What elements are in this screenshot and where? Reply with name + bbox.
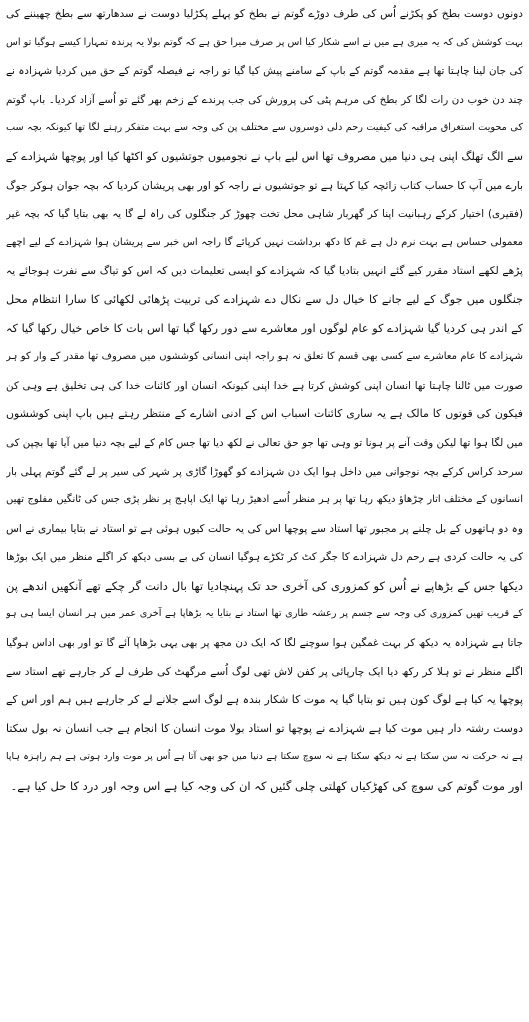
text-line-22: کے قریب تھیں کمزوری کی وجہ سے جسم پر رعشہ طاری تھا استاد نے بتایا یہ بڑھاپا ہے آخری عمر میں ہر انسان ایسا ہی ہو — [6, 608, 523, 620]
text-line-14: صورت میں ٹالنا چاہتا تھا انسان اپنی کوشش کرتا ہے خدا اپنی کیونکہ انسان اور کائنات خدا کی ہی تخلیق ہے وہی کن — [6, 379, 523, 392]
text-line-23: جاتا ہے شہزادہ یہ دیکھ کر بہت غمگین ہوا سوچنے لگا کہ ایک دن مجھ پر بھی یہی بڑھاپا آئے گا تو اور بھی اداس ہوگیا — [6, 637, 523, 650]
text-line-21: دیکھا جس کے بڑھاپے نے اُس کو کمزوری کی آخری حد تک پہنچادیا تھا بال دانت گر چکے تھے آنکھیں اندھے پن — [6, 578, 523, 593]
text-line-15: فیکون کی قوتوں کا مالک ہے یہ ساری کائنات اسباب اس کے ادنی اشارے کے منتظر رہتے ہیں باپ اپنی کوششوں — [6, 407, 523, 421]
text-line-25: پوچھا یہ کیا ہے لوگ کون ہیں تو بتایا گیا یہ موت کا شکار بندہ ہے لوگ اسے جلانے لے کر جارہے ہیں ہم اور اس کے — [6, 693, 523, 707]
text-line-13: شہزادے کا عام معاشرے سے کسی بھی قسم کا تعلق نہ ہو راجہ اپنی انسانی کوششوں میں مصروف تھا مقدر کے وار کو ہر — [6, 351, 523, 363]
text-line-10: پڑھے لکھے استاد مقرر کیے گئے انہیں بتادیا گیا کہ شہزادے کو ایسی تعلیمات دیں کہ اس کو تیاگ سے نفرت ہوجائے یہ — [6, 265, 523, 278]
text-line-8: (فقیری) اختیار کرکے رہبانیت اپنا کر گھربار شاہی محل تخت چھوڑ کر جنگلوں کی راہ لے گا یہ بھی بتایا گیا کہ بچہ غیر — [6, 208, 523, 221]
text-line-3: کی جان لینا چاہتا تھا ہے مقدمہ گوتم کے باپ کے سامنے پیش کیا گیا تو راجہ نے فیصلہ گوتم کے حق میں کردیا شہزادہ نے — [6, 65, 523, 78]
text-line-16: میں لگا ہوا تھا لیکن وقت آنے پر ہونا تو وہی تھا جو حق تعالی نے لکھ دیا تھا جس کام کے لیے بچہ دنیا میں آیا تھا بچپن کی — [6, 436, 523, 449]
text-line-6: سے الگ تھلگ اپنی ہی دنیا میں مصروف تھا اس لیے باپ نے نجومیوں جوتشیوں کو اکٹھا کیا اور پوچھا شہزادے کے — [6, 149, 523, 163]
text-line-5: کی محویت استغراق مراقبہ کی کیفیت رحم دلی دوسروں سے مختلف پن کی وجہ سے بہت متفکر رہنے لگا تھا کیونکہ بچہ سب — [6, 122, 523, 134]
text-line-19: وہ دو ہاتھوں کے بل چلنے پر مجبور تھا استاد سے پوچھا اس کی یہ حالت کیوں ہوئی ہے تو استاد نے بتایا بیماری نے اس — [6, 522, 523, 535]
text-line-7: بارے میں آپ کا حساب کتاب زائچہ کیا کہتا ہے تو جوتشیوں نے راجہ کو اور بھی پریشان کردیا کہ بچہ جوان ہوکر جوگ — [6, 179, 523, 192]
text-line-18: انسانوں کے مختلف اتار چڑھاؤ دیکھ رہا تھا پر ہر منظر اُسے ادھیڑ رہا تھا ایک اپاہج پر نظر پڑی جس کی ٹانگیں مفلوج تھیں — [6, 494, 523, 506]
text-line-9: معمولی حساس ہے بہت نرم دل ہے غم کا دکھ برداشت نہیں کرپائے گا راجہ اس خبر سے پریشان ہوا شہزادے کے لیے اچھے — [6, 236, 523, 248]
text-line-2: بہت کوشش کی کہ یہ میری ہے میں نے اسے شکار کیا اس پر صرف میرا حق ہے کہ گوتم بولا یہ پرندہ تمہارا کیسے ہوگیا تو اس — [6, 36, 523, 48]
text-line-20: کی یہ حالت کردی ہے رحم دل شہزادے کا جگر کٹ کر ٹکڑے ہوگیا انسان کی بے بسی دیکھ کر اگلے منظر میں ایک بوڑھا — [6, 551, 523, 564]
text-line-28: اور موت گوتم کی سوچ کی کھڑکیاں کھلتی چلی گئیں کہ ان کی وجہ کیا ہے اس وجہ اور درد کا حل کیا ہے۔ — [10, 779, 523, 794]
text-line-26: دوست رشتہ دار ہیں موت کیا ہے شہزادے نے پوچھا تو استاد بولا موت انسان کا انجام ہے جب انسان نہ بول سکتا — [6, 721, 523, 735]
text-line-4: چند دن خوب دن رات لگا کر بطخ کی مرہم پٹی کی پرورش کی جب پرندے کے زخم بھر گئے تو اُسے آزاد کردیا۔ باپ گوتم — [6, 93, 523, 106]
text-line-12: کے اندر ہی کردیا گیا شہزادے کو عام لوگوں اور معاشرے سے دور رکھا گیا تھا اس بات کا خاص خیال رکھا گیا کہ — [6, 321, 523, 335]
text-line-11: جنگلوں میں جوگ کے لیے جانے کا خیال دل سے نکال دے شہزادے کی تربیت پڑھائی لکھائی کا سارا انتظام محل — [6, 292, 523, 306]
text-line-17: سرحد کراس کرکے بچہ نوجوانی میں داخل ہوا ایک دن شہزادے کو گھوڑا گاڑی پر شہر کی سیر پر لے گئے گوتم پہلی بار — [6, 465, 523, 478]
text-line-24: اگلے منظر نے تو ہلا کر رکھ دیا ایک چارپائی پر کفن لاش تھی لوگ اُسے مرگھٹ کی طرف لے کر جارہے تھے استاد سے — [6, 665, 523, 678]
text-line-27: ہے نہ حرکت نہ سن سکتا ہے نہ دیکھ سکتا ہے نہ سوچ سکتا ہے دنیا میں جو بھی آتا ہے اُس پر موت وارد ہوتی ہے ہم راہزہ ہاپا — [6, 751, 523, 763]
text-line-1: دونوں دوست بطخ کو پکڑنے اُس کی طرف دوڑے گوتم نے بطخ کو پہلے پکڑلیا دوست نے سدھارتھ سے بطخ چھیننے کی — [6, 8, 523, 20]
